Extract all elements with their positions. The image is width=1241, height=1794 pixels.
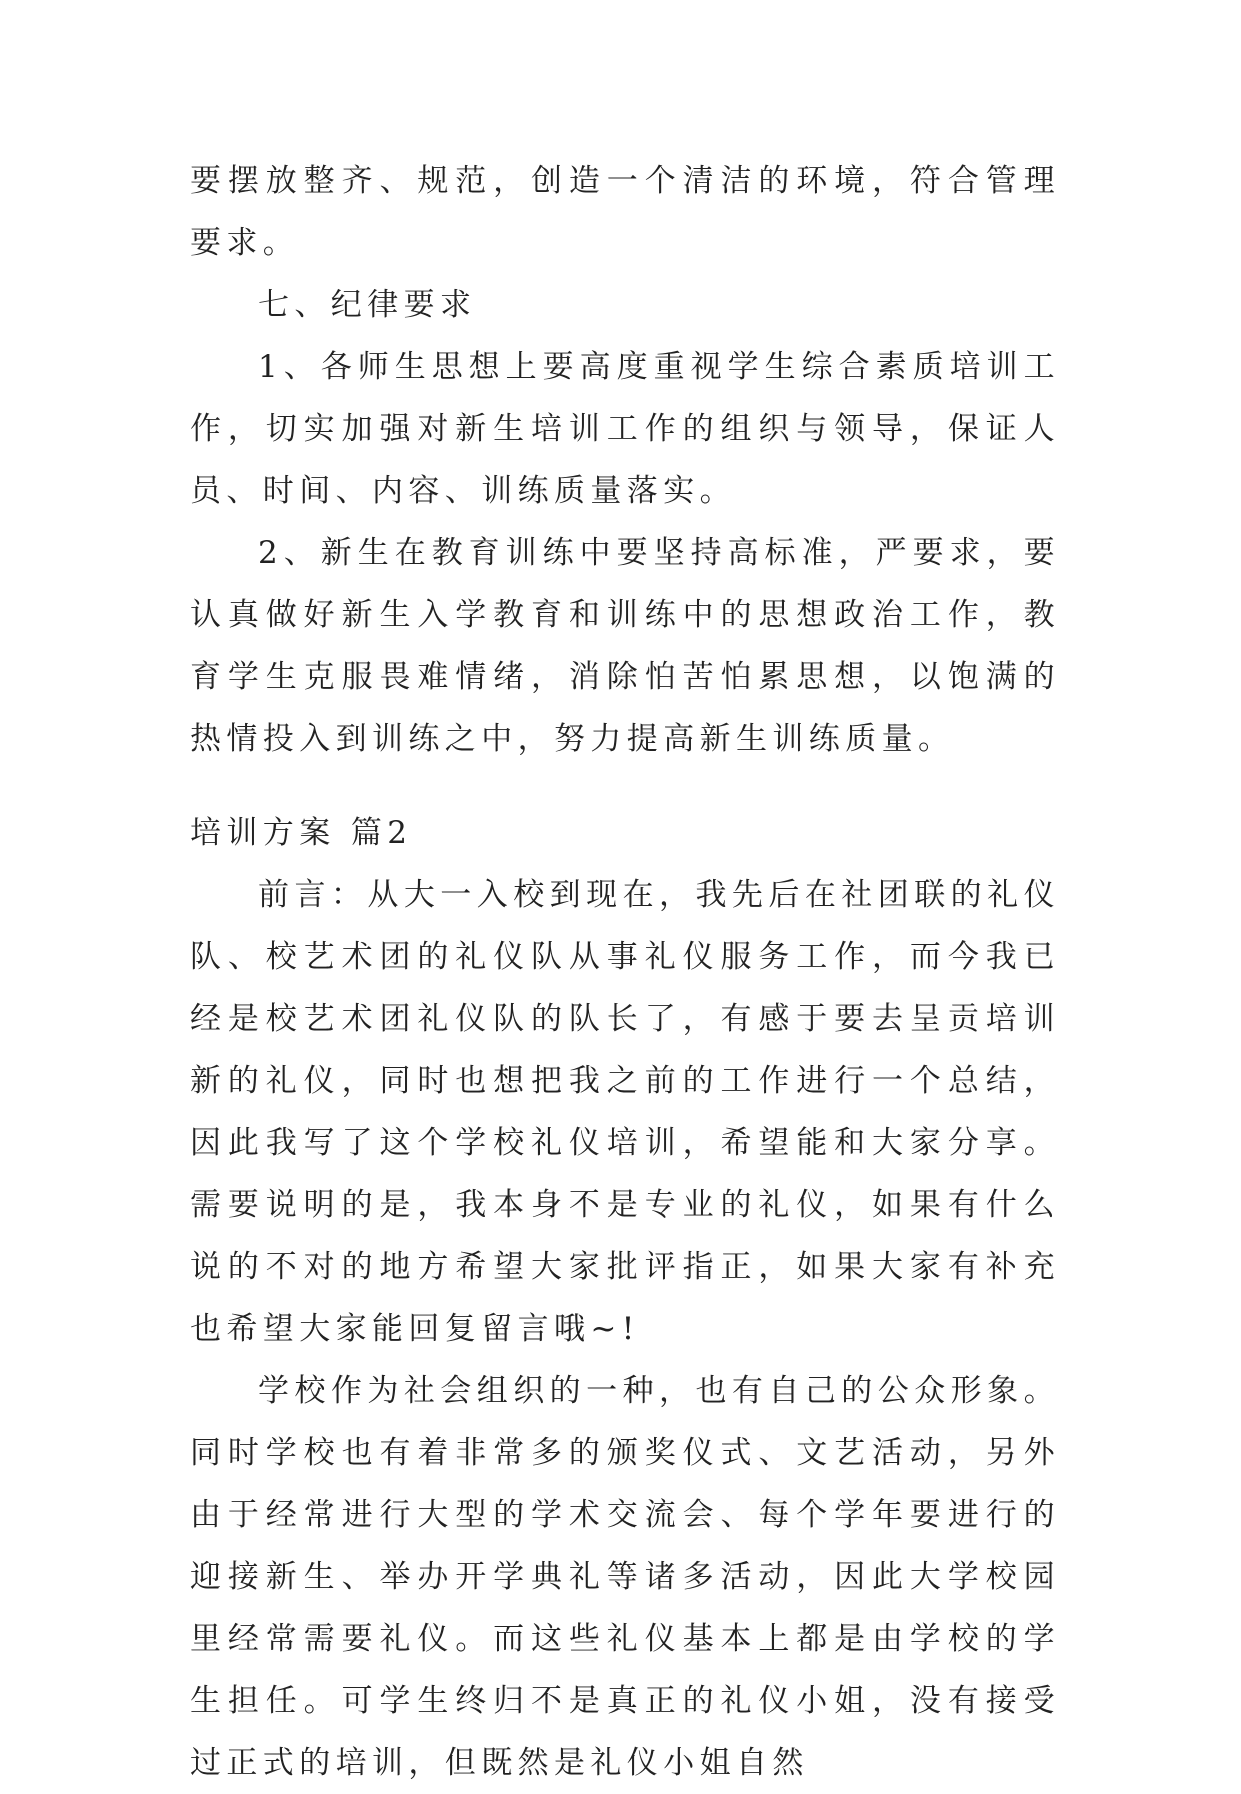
section-heading-discipline: 七、纪律要求 <box>258 287 477 323</box>
paragraph-item-1: 1、各师生思想上要高度重视学生综合素质培训工作，切实加强对新生培训工作的组织与领导，保证人员、时间、内容、训练质量落实。 <box>190 349 1060 509</box>
paragraph-item-2: 2、新生在教育训练中要坚持高标准，严要求，要认真做好新生入学教育和训练中的思想政治工作，教育学生克服畏难情绪，消除怕苦怕累思想，以饱满的热情投入到训练之中，努力提高新生训练质量。 <box>190 535 1060 757</box>
paragraph-continuation: 要摆放整齐、规范，创造一个清洁的环境，符合管理要求。 <box>190 163 1060 261</box>
section-gap <box>190 770 1060 802</box>
section-title: 培训方案 篇2 <box>190 815 413 851</box>
document-page <box>190 150 1060 1794</box>
paragraph-body: 学校作为社会组织的一种，也有自己的公众形象。同时学校也有着非常多的颁奖仪式、文艺活动，另外由于经常进行大型的学术交流会、每个学年要进行的迎接新生、举办开学典礼等诸多活动，因此大学校园里经常需要礼仪。而这些礼仪基本上都是由学校的学生担任。可学生终归不是真正的礼仪小姐，没有接受过正式的培训，但既然是礼仪小姐自然 <box>190 1373 1060 1781</box>
paragraph-preface: 前言：从大一入校到现在，我先后在社团联的礼仪队、校艺术团的礼仪队从事礼仪服务工作，而今我已经是校艺术团礼仪队的队长了，有感于要去呈贡培训新的礼仪，同时也想把我之前的工作进行一个总结，因此我写了这个学校礼仪培训，希望能和大家分享。需要说明的是，我本身不是专业的礼仪，如果有什么说的不对的地方希望大家批评指正，如果大家有补充也希望大家能回复留言哦~! <box>190 877 1060 1347</box>
